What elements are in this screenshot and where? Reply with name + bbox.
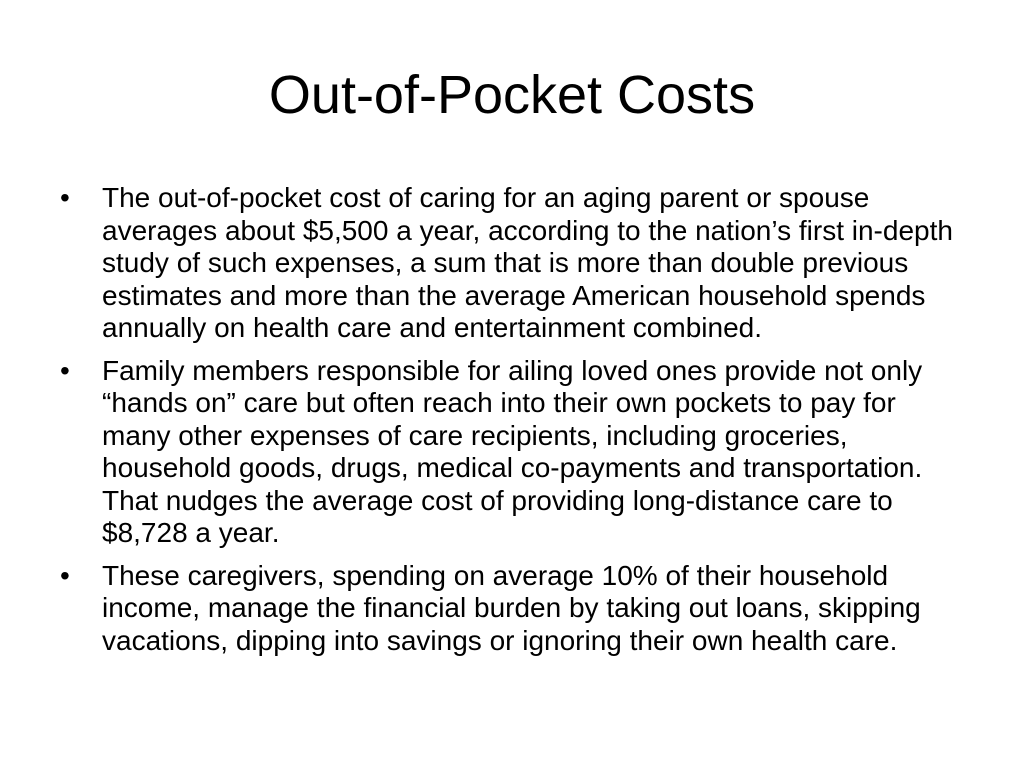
bullet-list	[60, 182, 972, 667]
bullet-text: These caregivers, spending on average 10% of their household income, manage the financial burden by taking out loans, skipping vacations, dipping into savings or ignoring their own health care.	[102, 559, 921, 656]
bullet-text: Family members responsible for ailing loved ones provide not only “hands on” care but often reach into their own pockets to pay for many other expenses of care recipients, including groceries, household goods, drugs, medical co-payments and transportation. That nudges the average cost of providing long-distance care to $8,728 a year.	[102, 354, 923, 548]
bullet-item-out-of-pocket-average	[60, 182, 972, 345]
bullet-item-caregiver-burden	[60, 560, 972, 658]
slide-title: Out-of-Pocket Costs	[268, 65, 756, 125]
bullet-dot-icon: •	[60, 559, 70, 591]
bullet-text: The out-of-pocket cost of caring for an aging parent or spouse averages about $5,500 a year, according to the nation’s first in-depth study of such expenses, a sum that is more than double previous estimates and more than the average American household spends annually on health care and entertainment combined.	[102, 182, 953, 343]
bullet-item-family-expenses	[60, 355, 972, 550]
bullet-dot-icon: •	[60, 354, 70, 386]
bullet-dot-icon: •	[60, 182, 70, 213]
